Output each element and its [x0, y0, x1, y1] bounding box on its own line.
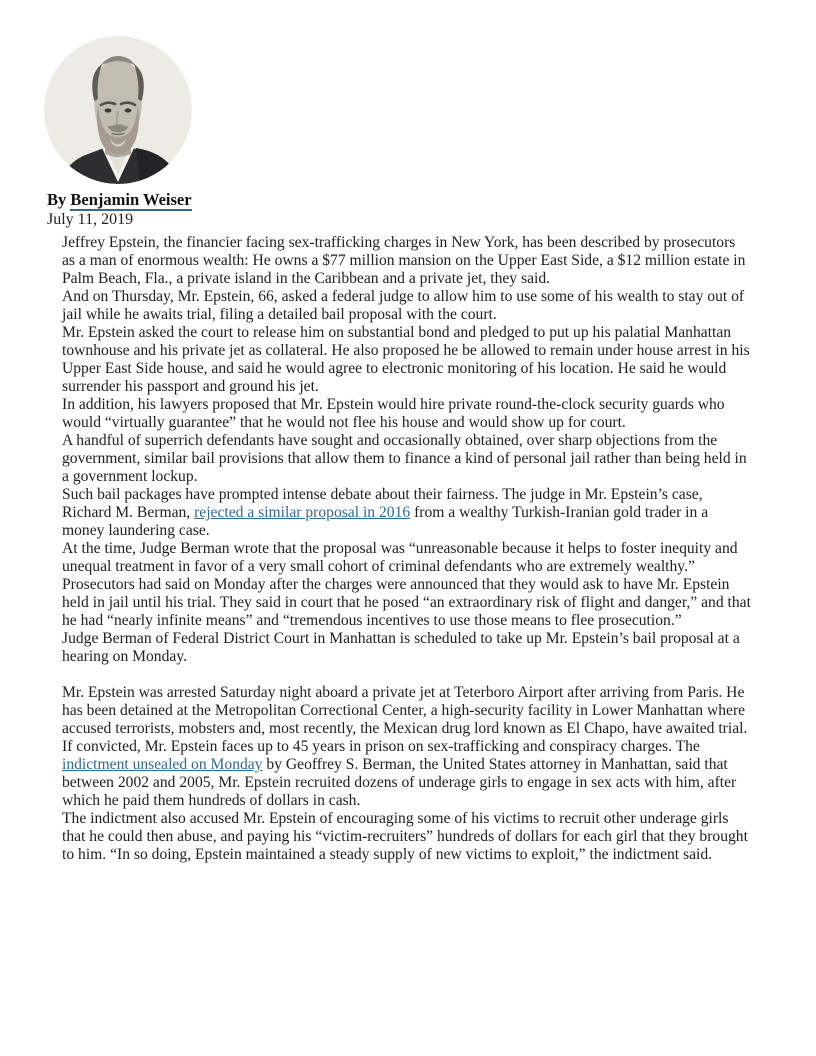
article-body: [62, 234, 752, 864]
article-paragraph: Prosecutors had said on Monday after the charges were announced that they would ask to have Mr. Epstein held in jail until his trial. They said in court that he posed “an extraordinary risk of flight and danger,” and that he had “nearly infinite means” and “tremendous incentives to use those means to flee prosecution.”: [62, 576, 751, 629]
article-paragraph: Mr. Epstein asked the court to release him on substantial bond and pledged to put up his palatial Manhattan townhouse and his private jet as collateral. He also proposed he be allowed to remain under house arrest in his Upper East Side house, and said he would agree to electronic monitoring of his location. He said he would surrender his passport and ground his jet.: [62, 324, 750, 395]
article-paragraph: A handful of superrich defendants have sought and occasionally obtained, over sharp objections from the government, similar bail provisions that allow them to finance a kind of personal jail rather than being held in a government lockup.: [62, 432, 747, 485]
article-paragraph: In addition, his lawyers proposed that Mr. Epstein would hire private round-the-clock security guards who would “virtually guarantee” that he would not flee his house and would show up for court.: [62, 396, 725, 431]
byline-prefix: By: [47, 190, 71, 209]
inline-link[interactable]: indictment unsealed on Monday: [62, 756, 263, 773]
article-header: [44, 36, 752, 229]
article-paragraph: At the time, Judge Berman wrote that the proposal was “unreasonable because it helps to foster inequity and unequal treatment in favor of a very small cohort of criminal defendants who are extremely wealthy.”: [62, 540, 738, 575]
article-paragraph: And on Thursday, Mr. Epstein, 66, asked a federal judge to allow him to use some of his wealth to stay out of jail while he awaits trial, filing a detailed bail proposal with the court.: [62, 288, 745, 323]
article-paragraph: Mr. Epstein was arrested Saturday night aboard a private jet at Teterboro Airport after arriving from Paris. He has been detained at the Metropolitan Correctional Center, a high-security facility in Lower Manhattan where accused terrorists, mobsters and, most recently, the Mexican drug lord known as El Chapo, have awaited trial.: [62, 684, 748, 737]
author-link[interactable]: Benjamin Weiser: [70, 190, 192, 209]
author-portrait-photo: [44, 36, 192, 184]
date-line: July 11, 2019: [47, 211, 134, 228]
article-paragraph: Jeffrey Epstein, the financier facing sex-trafficking charges in New York, has been described by prosecutors as a man of enormous wealth: He owns a $77 million mansion on the Upper East Side, a $12 million estate in Palm Beach, Fla., a private island in the Caribbean and a private jet, they said.: [62, 234, 746, 287]
article-paragraph: If convicted, Mr. Epstein faces up to 45 years in prison on sex-trafficking and conspiracy charges. The indictment unsealed on Monday by Geoffrey S. Berman, the United States attorney in Manhattan, said that between 2002 and 2005, Mr. Epstein recruited dozens of underage girls to engage in sex acts with him, after which he paid them hundreds of dollars in cash.: [62, 738, 737, 809]
inline-link[interactable]: rejected a similar proposal in 2016: [194, 504, 411, 521]
article-paragraph: Such bail packages have prompted intense debate about their fairness. The judge in Mr. Epstein’s case, Richard M. Berman, rejected a similar proposal in 2016 from a wealthy Turkish-Iranian gold trader in a money laundering case.: [62, 486, 709, 539]
article-paragraph: Judge Berman of Federal District Court in Manhattan is scheduled to take up Mr. Epstein’s bail proposal at a hearing on Monday.: [62, 630, 740, 665]
byline: [47, 190, 752, 209]
author-avatar: [44, 36, 192, 184]
article-paragraph: The indictment also accused Mr. Epstein of encouraging some of his victims to recruit other underage girls that he could then abuse, and paying his “victim-recruiters” hundreds of dollars for each girl that they brought to him. “In so doing, Epstein maintained a steady supply of new victims to exploit,” the indictment said.: [62, 810, 748, 863]
